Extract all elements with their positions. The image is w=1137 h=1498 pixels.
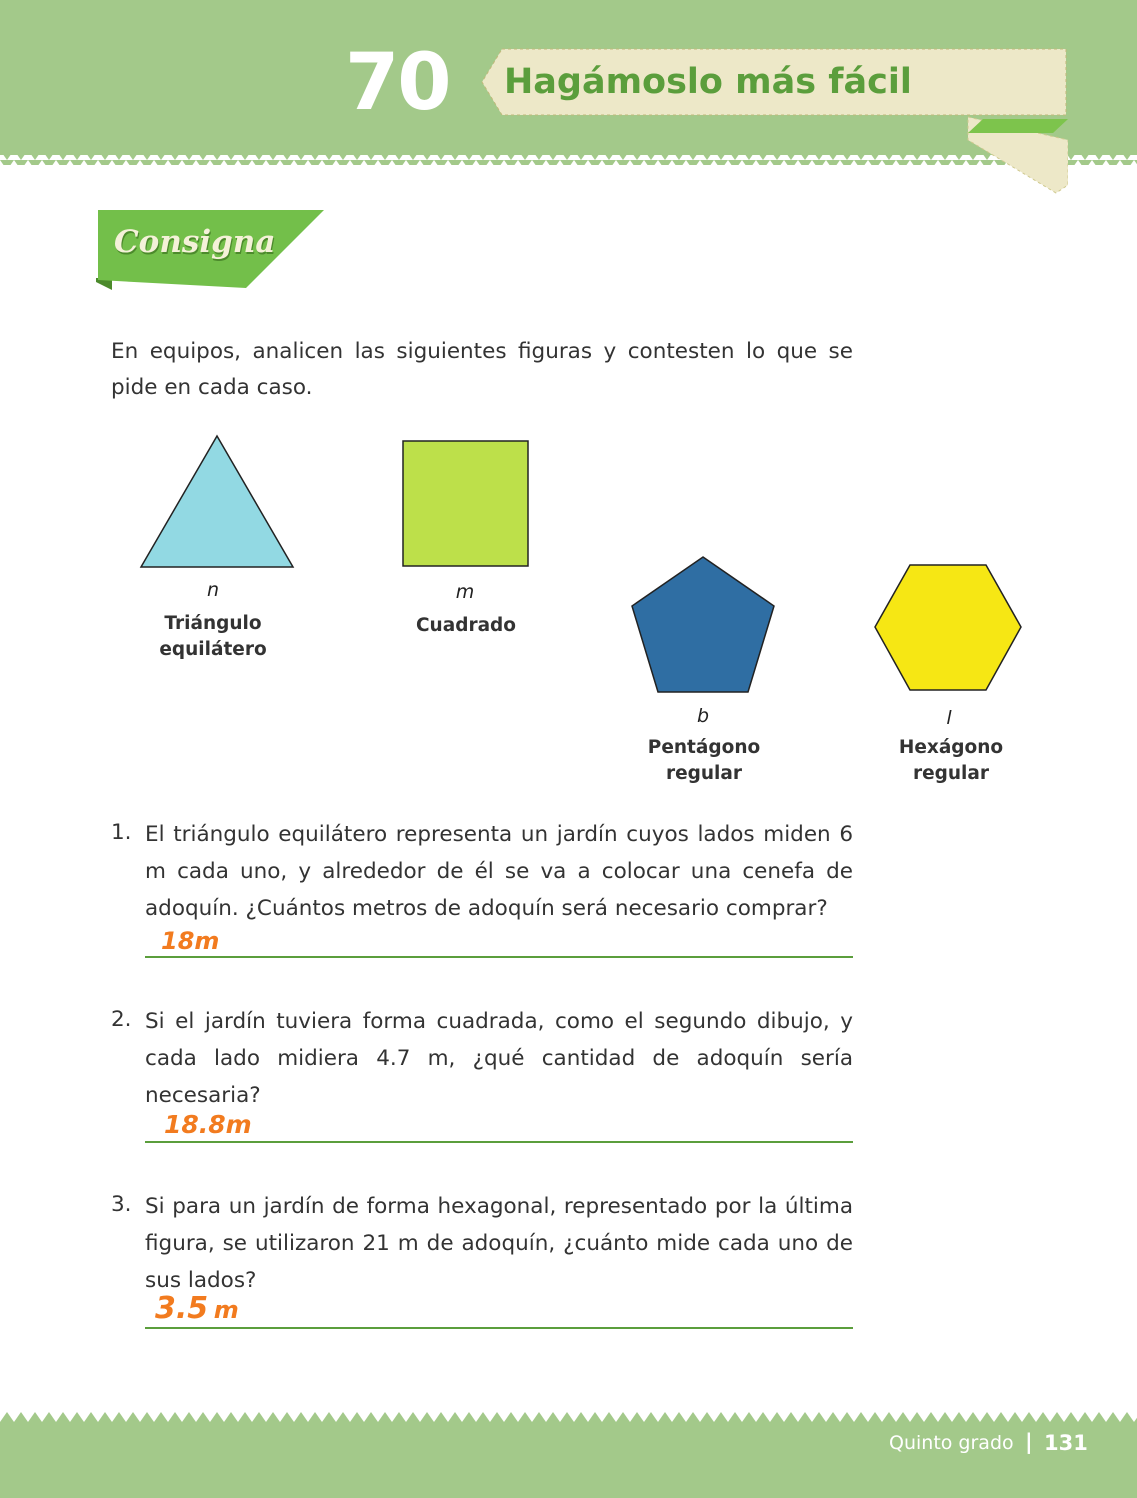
pentagon-caption bbox=[619, 735, 789, 787]
question-3-text: Si para un jardín de forma hexagonal, representado por la última figura, se utilizaron 21 m de adoquín, ¿cuánto mide cada uno de sus lados? bbox=[145, 1194, 853, 1293]
instructions: En equipos, analicen las siguientes figuras y contesten lo que se pide en cada caso. bbox=[111, 339, 853, 400]
grade-label: Quinto grado bbox=[889, 1432, 1014, 1454]
section-label: Consigna bbox=[114, 224, 276, 260]
question-3-answer-value: 3.5 bbox=[155, 1291, 209, 1326]
footer-band bbox=[0, 1412, 1137, 1498]
pentagon-figure bbox=[628, 554, 778, 696]
question-3-answer bbox=[155, 1291, 239, 1326]
triangle-caption bbox=[128, 611, 298, 663]
question-1-text: El triángulo equilátero representa un jardín cuyos lados miden 6 m cada uno, y alrededor de él se va a colocar una cenefa de adoquín. ¿Cuántos metros de adoquín será necesario comprar? bbox=[145, 822, 853, 921]
question-2-answer: 18.8m bbox=[164, 1110, 252, 1139]
triangle-caption-line1: Triángulo bbox=[164, 613, 262, 634]
hexagon-variable: l bbox=[946, 707, 952, 729]
triangle-caption-line2: equilátero bbox=[159, 639, 267, 660]
pentagon-caption-line1: Pentágono bbox=[647, 737, 761, 758]
square-caption bbox=[381, 613, 551, 639]
question-1-answer-line bbox=[145, 956, 853, 958]
square-figure bbox=[401, 439, 531, 569]
question-3-answer-unit: m bbox=[213, 1296, 239, 1324]
triangle-figure bbox=[138, 433, 296, 571]
question-1-number: 1. bbox=[111, 820, 132, 845]
lesson-title: Hagámoslo más fácil bbox=[504, 62, 912, 102]
triangle-variable: n bbox=[206, 579, 220, 601]
footer-separator: | bbox=[1025, 1430, 1033, 1454]
hexagon-caption bbox=[866, 735, 1036, 787]
square-variable: m bbox=[455, 581, 475, 603]
question-3-answer-line bbox=[145, 1327, 853, 1329]
page-number: 131 bbox=[1044, 1431, 1088, 1455]
question-2-text: Si el jardín tuviera forma cuadrada, como el segundo dibujo, y cada lado midiera 4.7 m, ¿qué cantidad de adoquín sería necesaria? bbox=[145, 1009, 853, 1108]
question-2-number: 2. bbox=[111, 1007, 132, 1032]
question-2-answer-line bbox=[145, 1141, 853, 1143]
pentagon-variable: b bbox=[696, 705, 710, 727]
pentagon-caption-line2: regular bbox=[665, 763, 743, 784]
square-caption-line1: Cuadrado bbox=[415, 615, 517, 636]
hexagon-caption-line2: regular bbox=[912, 763, 990, 784]
lesson-number: 70 bbox=[345, 38, 450, 128]
hexagon-figure bbox=[872, 562, 1024, 696]
question-3-number: 3. bbox=[111, 1192, 132, 1217]
question-1-answer: 18m bbox=[161, 927, 220, 955]
hexagon-caption-line1: Hexágono bbox=[898, 737, 1004, 758]
